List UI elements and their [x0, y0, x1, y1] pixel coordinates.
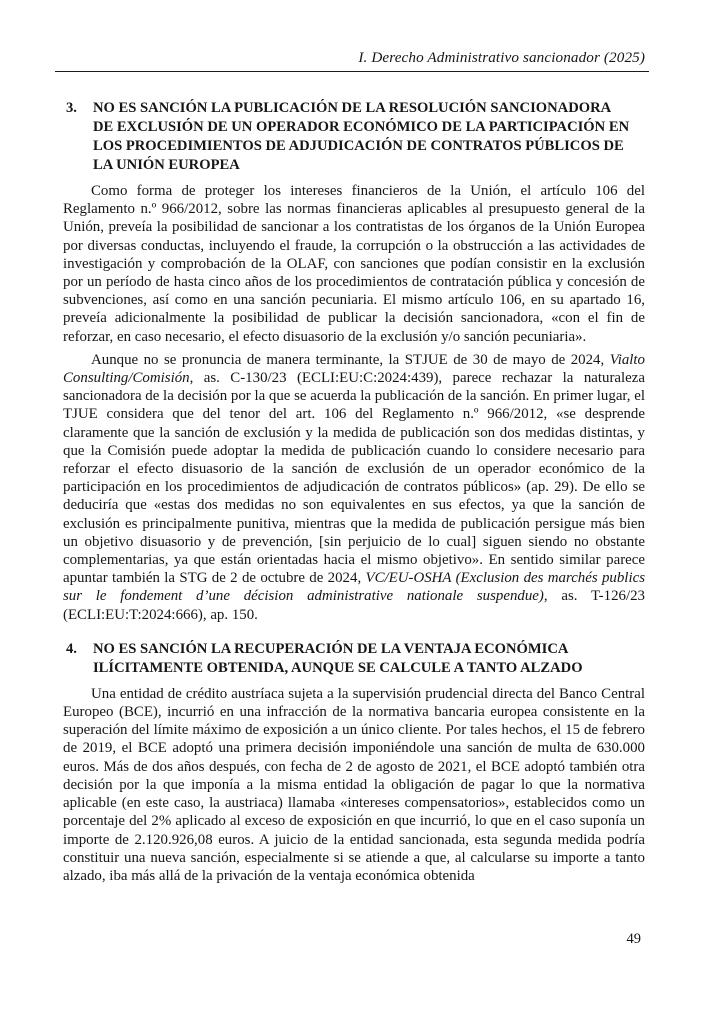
section-3-heading — [63, 99, 645, 175]
section-3-paragraph-1 — [63, 182, 645, 346]
paragraph-text: , as. T-126/23 (ECLI:EU:T:2024:666), ap. 150. — [63, 588, 645, 623]
running-header: I. Derecho Administrativo sancionador (2025) — [358, 49, 645, 66]
case-name-vc-eu-osha: VC/EU-OSHA (Exclusion des marchés publics sur le fondement d’une décision administrative nationale suspendue) — [63, 570, 645, 605]
paragraph-text: Una entidad de crédito austríaca sujeta a la supervisión prudencial directa del Banco Central Europeo (BCE), incurrió en una infracción de la normativa bancaria europea consistente en la superación del límite máximo de exposición a un único cliente. Por tales hechos, el 15 de febrero de 2019, el BCE adoptó una primera decisión imponiéndole una sanción de multa de 630.000 euros. Más de dos años después, con fecha de 2 de agosto de 2021, el BCE adoptó también otra decisión por la que imponía a la misma entidad la obligación de pagar lo que la normativa aplicable (en este caso, la austriaca) llamaba «intereses compensatorios», establecidos como un porcentaje del 2% aplicado al exceso de exposición en que incurrió, lo que en el caso suponía un importe de 2.120.926,08 euros. A juicio de la entidad sancionada, esta segunda medida podría constituir una nueva sanción, especialmente si se atiende a que, al calcularse su importe a tanto alzado, iba más allá de la privación de la ventaja económica obtenida — [63, 685, 645, 884]
header-rule — [55, 71, 649, 72]
section-4-paragraph-1 — [63, 685, 645, 885]
section-4-heading — [63, 640, 645, 678]
section-3-number: 3. — [66, 100, 77, 116]
paragraph-text: Aunque no se pronuncia de manera terminante, la STJUE de 30 de mayo de 2024, — [91, 351, 610, 368]
section-3-title: NO ES SANCIÓN LA PUBLICACIÓN DE LA RESOLUCIÓN SANCIONADORA DE EXCLUSIÓN DE UN OPERADOR ECONÓMICO DE LA PARTICIPACIÓN EN LOS PROCEDIMIENTOS DE ADJUDICACIÓN DE CONTRATOS PÚBLICOS DE LA UNIÓN EUROPEA — [93, 100, 630, 173]
page-number: 49 — [626, 931, 641, 947]
section-4-number: 4. — [66, 640, 77, 657]
section-3-paragraph-2 — [63, 351, 645, 624]
case-name-vialto: Vialto Consulting/Comisión — [63, 351, 645, 387]
paragraph-text: , as. C-130/23 (ECLI:EU:C:2024:439), parece rechazar la naturaleza sancionadora de la decisión por la que se acuerda la publicación de la sanción. En primer lugar, el TJUE considera que del tenor del art. 106 del Reglamento n.º 966/2012, «se desprende claramente que la sanción de exclusión y la medida de publicación son dos medidas distintas, y que la Comisión puede adoptar la medida de publicación cuando lo considere necesario para reforzar el efecto disuasorio de la sanción de exclusión de un operador económico de la participación en los procedimientos de adjudicación de contratos públicos» (ap. 29). De ello se deduciría que «estas dos medidas no son equivalentes en sus efectos, ya que la sanción de exclusión es principalmente punitiva, mientras que la medida de publicación persigue más bien un objetivo disuasorio y de prevención, [sin perjuicio de lo cual] siguen siendo no obstante complementarias, ya que están orientadas hacia el mismo objetivo». En sentido similar parece apuntar también la STG de 2 de octubre de 2024, — [63, 370, 645, 587]
section-4-title: NO ES SANCIÓN LA RECUPERACIÓN DE LA VENTAJA ECONÓMICA ILÍCITAMENTE OBTENIDA, AUNQUE SE CALCULE A TANTO ALZADO — [93, 640, 583, 676]
paragraph-text: Como forma de proteger los intereses financieros de la Unión, el artículo 106 del Reglamento n.º 966/2012, sobre las normas financieras aplicables al presupuesto general de la Unión, preveía la posibilidad de sancionar a los contratistas de los órganos de la Unión Europea por diversas conductas, incluyendo el fraude, la corrupción o la obstrucción a las actividades de investigación y comprobación de la OLAF, con sanciones que podían consistir en la exclusión por un período de hasta cinco años de los procedimientos de contratación pública y concesión de subvenciones, así como en una sanción pecuniaria. El mismo artículo 106, en su apartado 16, preveía adicionalmente la posibilidad de publicar la decisión sancionadora, «con el fin de reforzar, en caso necesario, el efecto disuasorio de la exclusión y/o sanción pecuniaria». — [63, 183, 645, 345]
